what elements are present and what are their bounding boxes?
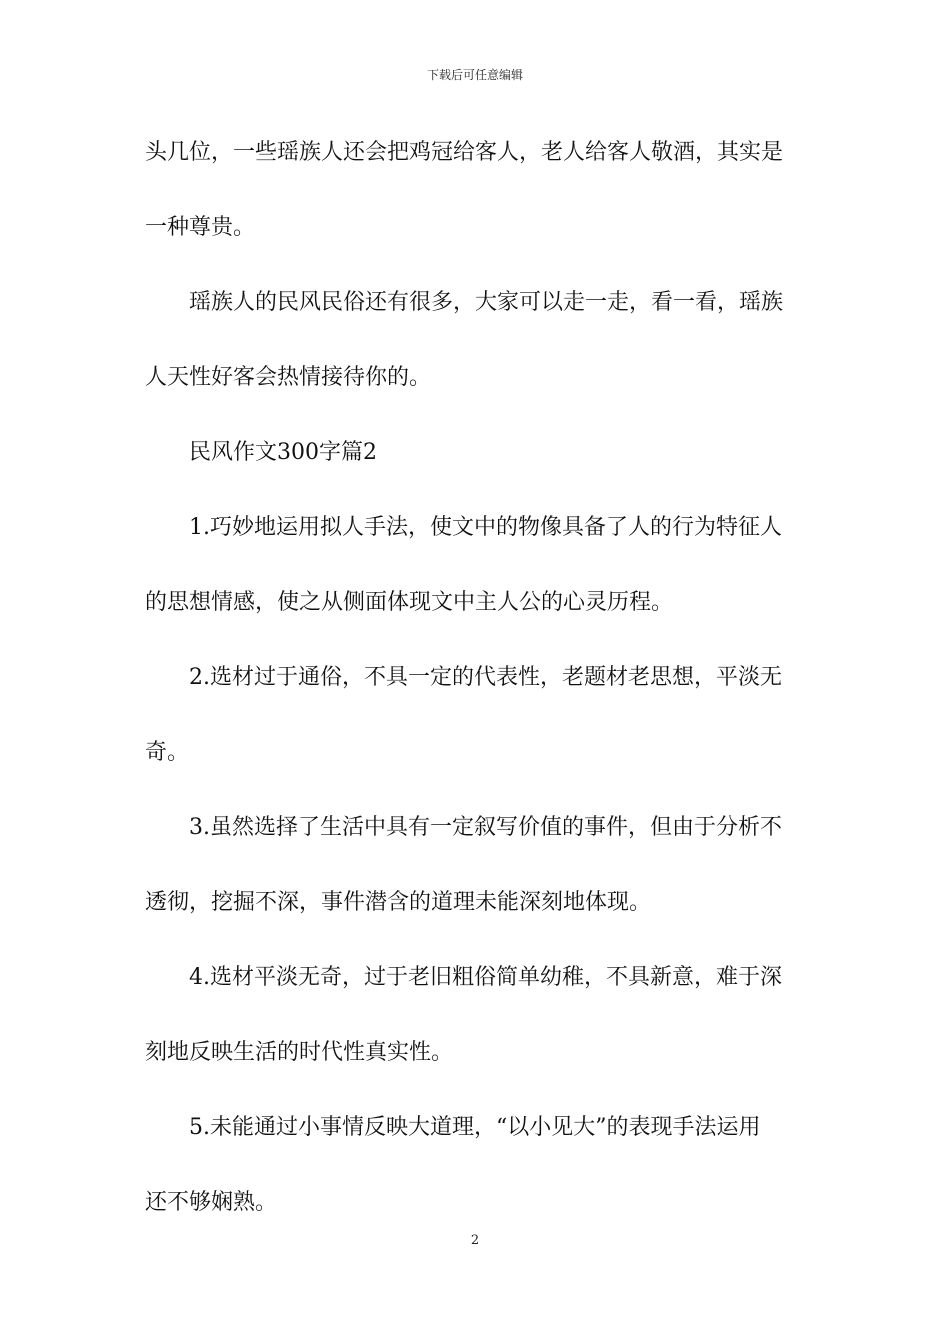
body-line: 一种尊贵。 <box>145 215 256 240</box>
page-header-note: 下载后可任意编辑 <box>426 68 523 82</box>
list-item-5: 5.未能通过小事情反映大道理，“以小见大”的表现手法运用 <box>189 1115 761 1140</box>
paragraph-start: 瑶族人的民风民俗还有很多，大家可以走一走，看一看，瑶族 <box>189 290 784 315</box>
list-item-4: 4.选材平淡无奇，过于老旧粗俗简单幼稚，不具新意，难于深 <box>189 965 782 990</box>
document-body <box>145 130 807 1255</box>
section-heading: 民风作文300字篇2 <box>189 440 377 465</box>
page-number: 2 <box>470 1233 480 1248</box>
list-item-2: 2.选材过于通俗，不具一定的代表性，老题材老思想，平淡无 <box>189 665 782 690</box>
list-item-3-continued: 透彻，挖掘不深，事件潜含的道理未能深刻地体现。 <box>145 890 652 915</box>
list-item-1-continued: 的思想情感，使之从侧面体现文中主人公的心灵历程。 <box>145 590 674 615</box>
list-item-3: 3.虽然选择了生活中具有一定叙写价值的事件，但由于分析不 <box>189 815 782 840</box>
list-item-5-continued: 还不够娴熟。 <box>145 1190 278 1215</box>
list-item-4-continued: 刻地反映生活的时代性真实性。 <box>145 1040 454 1065</box>
body-line: 头几位，一些瑶族人还会把鸡冠给客人，老人给客人敬酒，其实是 <box>145 140 784 165</box>
list-item-1: 1.巧妙地运用拟人手法，使文中的物像具备了人的行为特征人 <box>189 515 782 540</box>
list-item-2-continued: 奇。 <box>145 740 190 765</box>
body-line: 人天性好客会热情接待你的。 <box>145 365 432 390</box>
